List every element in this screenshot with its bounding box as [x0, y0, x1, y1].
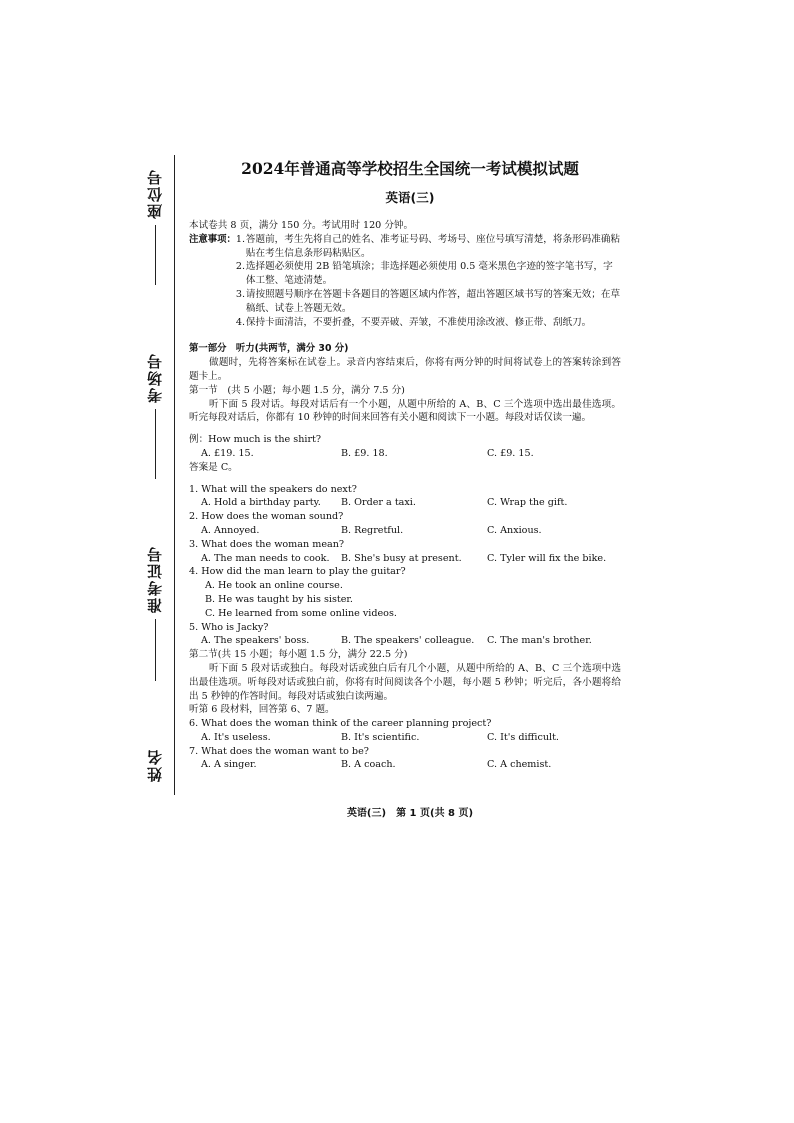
- name-field[interactable]: [140, 748, 170, 782]
- question-7: [189, 745, 621, 773]
- notes-label: 注意事项：: [189, 233, 236, 245]
- material-6-note: 听第 6 段材料，回答第 6、7 题。: [189, 704, 335, 716]
- seat-number-blank: [155, 225, 156, 285]
- option-c[interactable]: C. Tyler will fix the bike.: [487, 552, 607, 564]
- option-a[interactable]: A. He took an online course.: [205, 580, 343, 592]
- seat-number-field[interactable]: [140, 168, 170, 285]
- question-text: 1. What will the speakers do next?: [189, 483, 357, 495]
- option-b[interactable]: B. Regretful.: [341, 524, 404, 536]
- note-item: 2. 选择题必须使用 2B 铅笔填涂；非选择题必须使用 0.5 毫米黑色字迹的签字笔书写，字体工整、笔迹清楚。: [235, 261, 613, 287]
- section1-heading: 第一节 (共 5 小题；每小题 1.5 分，满分 7.5 分): [189, 384, 405, 396]
- exam-title: 2024年普通高等学校招生全国统一考试模拟试题: [241, 159, 579, 178]
- question-text: 4. How did the man learn to play the guitar?: [189, 566, 406, 578]
- question-text: 3. What does the woman mean?: [189, 538, 345, 550]
- example-options: [189, 447, 621, 461]
- note-item: 1. 答题前，考生先将自己的姓名、准考证号码、考场号、座位号填写清楚，将条形码准确粘贴在考生信息条形码粘贴区。: [235, 233, 621, 259]
- option-b[interactable]: B. It's scientific.: [341, 731, 420, 743]
- option-a: A. £19. 15.: [201, 447, 254, 459]
- exam-info: 本试卷共 8 页，满分 150 分。考试用时 120 分钟。: [189, 220, 414, 231]
- section1-instructions: 听下面 5 段对话。每段对话后有一个小题，从题中所给的 A、B、C 三个选项中选出最佳选项。听完每段对话后，你都有 10 秒钟的时间来回答有关小题和阅读下一小题。每段对话仅读一遍。: [189, 398, 621, 424]
- exam-room-blank: [155, 409, 156, 479]
- page-footer: 英语(三) 第 1 页(共 8 页): [346, 808, 474, 819]
- exam-subtitle: 英语(三): [385, 190, 435, 205]
- question-text: 7. What does the woman want to be?: [189, 745, 369, 757]
- ticket-number-blank: [155, 619, 156, 681]
- section2-heading: 第二节(共 15 小题；每小题 1.5 分，满分 22.5 分): [189, 649, 408, 661]
- question-2: [189, 510, 621, 538]
- option-c[interactable]: C. Wrap the gift.: [487, 497, 568, 509]
- ticket-number-label: 准考证号: [145, 545, 164, 613]
- name-label: 姓名: [145, 748, 164, 782]
- option-c[interactable]: C. A chemist.: [487, 759, 552, 771]
- option-a[interactable]: A. The man needs to cook.: [201, 552, 330, 564]
- exam-room-label: 考场号: [145, 352, 164, 403]
- option-b[interactable]: B. He was taught by his sister.: [205, 593, 353, 605]
- ticket-number-field[interactable]: [140, 545, 170, 681]
- option-c[interactable]: C. He learned from some online videos.: [205, 607, 397, 619]
- question-text: 5. Who is Jacky?: [189, 621, 269, 633]
- option-b: B. £9. 18.: [341, 447, 388, 459]
- option-b[interactable]: B. She's busy at present.: [341, 552, 462, 564]
- part1-instructions: 做题时，先将答案标在试卷上。录音内容结束后，你将有两分钟的时间将试卷上的答案转涂到答题卡上。: [189, 357, 621, 382]
- question-3: [189, 538, 621, 566]
- notes-section: [189, 233, 621, 330]
- seat-number-label: 座位号: [145, 168, 164, 219]
- example-question: 例：How much is the shirt?: [189, 434, 322, 446]
- option-b[interactable]: B. Order a taxi.: [341, 497, 416, 509]
- question-4: [189, 565, 621, 620]
- option-c: C. £9. 15.: [487, 447, 534, 459]
- option-b[interactable]: B. A coach.: [341, 759, 396, 771]
- binding-margin-line: [174, 155, 175, 795]
- section2-instructions: 听下面 5 段对话或独白。每段对话或独白后有几个小题，从题中所给的 A、B、C 三个选项中选出最佳选项。听每段对话或独白前，你将有时间阅读各个小题，每小题 5 秒钟；听完后，各小题将给出 5 秒钟的作答时间。每段对话或独白读两遍。: [189, 662, 621, 702]
- note-item: 4. 保持卡面清洁，不要折叠，不要弄破、弄皱，不准使用涂改液、修正带、刮纸刀。: [235, 316, 592, 328]
- option-c[interactable]: C. Anxious.: [487, 524, 542, 536]
- part1-heading: 第一部分 听力(共两节，满分 30 分): [189, 343, 349, 355]
- question-6: [189, 717, 621, 745]
- option-a[interactable]: A. Hold a birthday party.: [201, 497, 321, 509]
- option-a[interactable]: A. A singer.: [201, 759, 257, 771]
- note-item: 3. 请按照题号顺序在答题卡各题目的答题区域内作答，超出答题区域书写的答案无效；在草稿纸、试卷上答题无效。: [235, 288, 621, 314]
- notes-list: [236, 233, 621, 330]
- option-c[interactable]: C. The man's brother.: [487, 635, 592, 647]
- question-text: 6. What does the woman think of the career planning project?: [189, 718, 492, 730]
- question-5: [189, 621, 621, 649]
- question-1: [189, 483, 621, 511]
- option-c[interactable]: C. It's difficult.: [487, 731, 559, 743]
- question-text: 2. How does the woman sound?: [189, 511, 344, 523]
- option-a[interactable]: A. The speakers' boss.: [201, 635, 310, 647]
- option-a[interactable]: A. It's useless.: [201, 731, 271, 743]
- option-b[interactable]: B. The speakers' colleague.: [341, 635, 475, 647]
- exam-room-field[interactable]: [140, 352, 170, 479]
- example-answer: 答案是 C。: [189, 461, 238, 473]
- option-a[interactable]: A. Annoyed.: [201, 524, 260, 536]
- exam-body: [189, 219, 621, 772]
